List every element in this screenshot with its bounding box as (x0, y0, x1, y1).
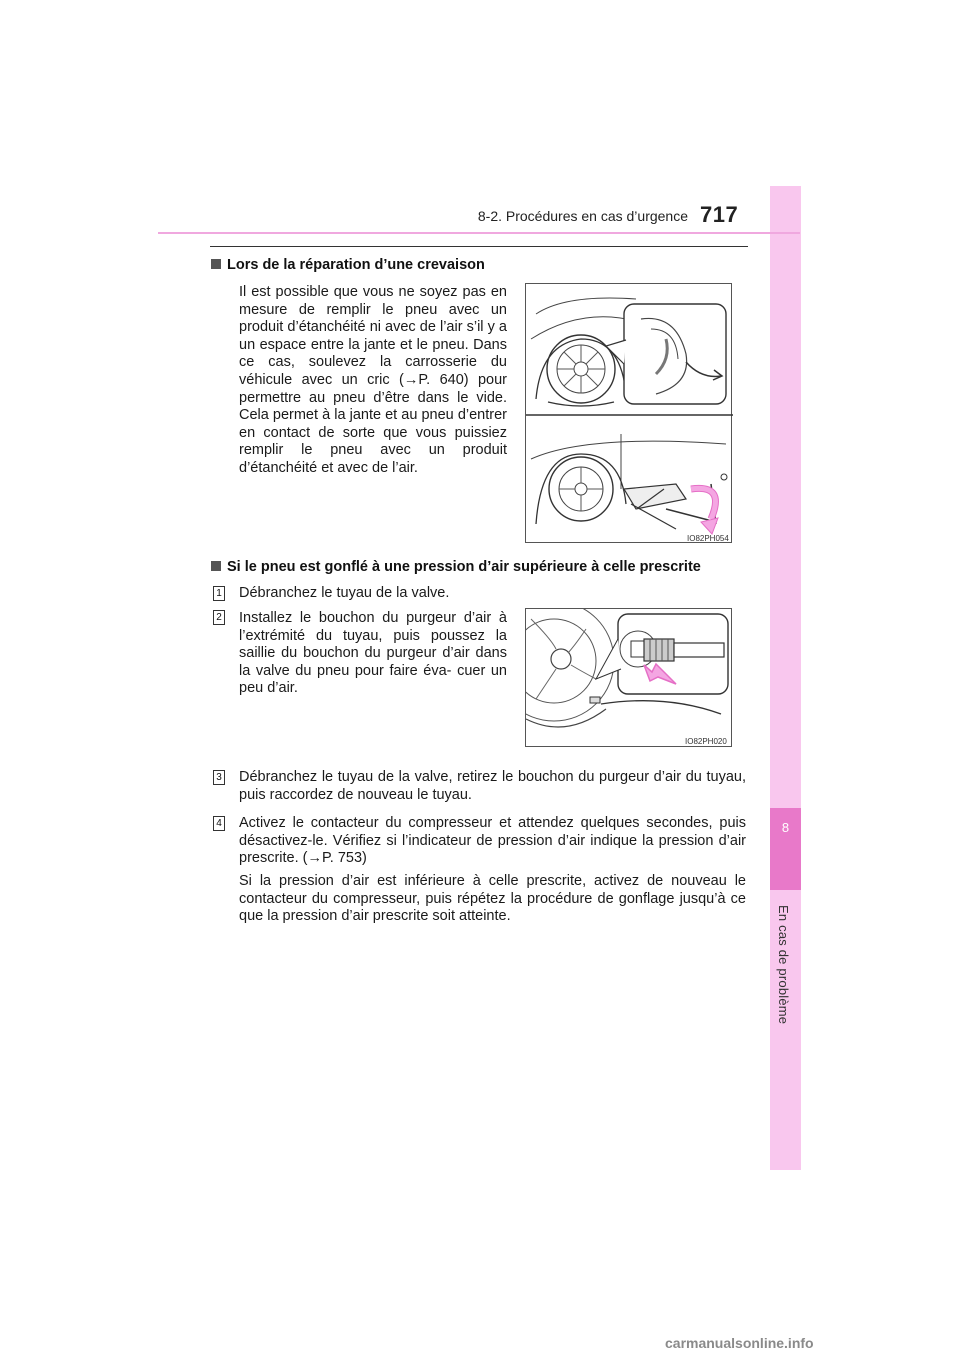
watermark: carmanualsonline.info (665, 1335, 814, 1351)
section-header: 8-2. Procédures en cas d’urgence (477, 208, 688, 224)
chapter-title: En cas de problème (776, 905, 791, 1025)
step-number-box: 1 (213, 586, 225, 601)
car-jack-drawing (526, 284, 733, 544)
section-heading-puncture (211, 257, 485, 273)
note-paragraph: Si la pression d’air est inférieure à celle prescrite, activez de nouveau le contacteur du compresseur, puis répétez la procédure de gonflage jusqu’à ce que la pression d’air prescrite soit atteinte. (239, 873, 746, 925)
square-bullet-icon (211, 561, 221, 571)
valve-cap-drawing (526, 609, 733, 748)
square-bullet-icon (211, 259, 221, 269)
figure-code: IO82PH054 (687, 534, 729, 543)
chapter-number: 8 (781, 820, 790, 835)
heading-text: Lors de la réparation d’une crevaison (227, 257, 485, 273)
section-heading-overinflated (211, 559, 701, 575)
page-number: 717 (700, 202, 739, 227)
step-4-text: Activez le contacteur du compresseur et attendez quelques secondes, puis désactivez-le. Vérifiez si l’indicateur de pression d’air indique la pression d’air prescrite. (→P. 753) (239, 815, 746, 867)
step-2-text: Installez le bouchon du purgeur d’air à l’extrémité du tuyau, puis poussez la saillie du bouchon du purgeur d’air dans la valve du pneu pour faire éva- cuer un peu d’air. (239, 610, 507, 697)
step-3-text: Débranchez le tuyau de la valve, retirez le bouchon du purgeur d’air du tuyau, puis raccordez de nouveau le tuyau. (239, 769, 746, 803)
step-1-text: Débranchez le tuyau de la valve. (239, 585, 450, 601)
puncture-paragraph: Il est possible que vous ne soyez pas en mesure de remplir le pneu avec un produit d’étanchéité ni avec de l’air s’il y a un espace entre la jante et le pneu. Dans ce cas, soulevez la carrosserie du véhicule avec un cric (→P. 640) pour permettre au pneu d’être dans le vide. Cela permet à la jante et au pneu d’entrer en contact de sorte que vous puissiez remplir le pneu avec un produit d’étanchéité et avec de l’air. (239, 284, 507, 476)
figure-code: IO82PH020 (685, 737, 727, 746)
content-rule (210, 246, 748, 247)
step-number-box: 2 (213, 610, 225, 625)
header-divider (158, 232, 800, 234)
step-number-box: 3 (213, 770, 225, 785)
step-number-box: 4 (213, 816, 225, 831)
heading-text: Si le pneu est gonflé à une pression d’air supérieure à celle prescrite (227, 559, 701, 575)
valve-illustration (525, 608, 732, 747)
jack-illustration (525, 283, 732, 543)
